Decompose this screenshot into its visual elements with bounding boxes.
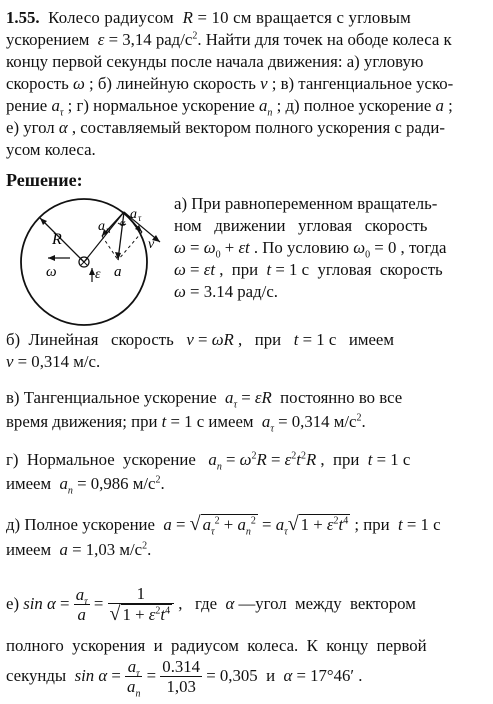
wheel-figure bbox=[0, 196, 172, 326]
problem-line-6: е) угол α , составляемый вектором полного ускорения с ради- bbox=[6, 118, 445, 137]
sol-e-line-2: имеем a = 1,03 $м/с^2$. bbox=[6, 540, 152, 559]
sol-a-line-2: ном движении угловая скорость bbox=[174, 216, 428, 235]
sol-a-line-1: а) При равнопеременном вращатель- bbox=[174, 194, 438, 213]
sol-f-line-3: секунды sin α = $\frac{a_\tau}{a_n}$ = $\frac{0.314}{1,03}$ = 0,305 и α = 17°46′ . bbox=[6, 656, 363, 699]
sol-f-line-1: е) sin α = $\frac{a_\tau}{a}$ = $\frac{1}{√ 1 + \varepsilon^2t^4}$ , где α —угол между вектором bbox=[6, 584, 416, 626]
sol-d-line-2: имеем $a_n = 0,986$ $м/с^2$. bbox=[6, 474, 165, 497]
label-a-n-sub: n bbox=[106, 225, 111, 235]
label-epsilon: ε bbox=[95, 267, 101, 282]
sol-a-line-4: ω = εt , при t = 1 с угловая скорость bbox=[174, 260, 443, 279]
sol-d-line-1: г) Нормальное ускорение $a_n = \omega^2R = \varepsilon^2t^2R$ , при t = 1 с bbox=[6, 450, 411, 473]
problem-line-3: концу первой секунды после начала движения: а) угловую bbox=[6, 52, 424, 71]
fraction-one-sqrt: $\frac{1}{√ 1 + \varepsilon^2t^4}$ bbox=[108, 585, 175, 625]
problem-number: 1.55. bbox=[6, 8, 40, 27]
sol-b-line-1: б) Линейная скорость v = ωR , при t = 1 с имеем bbox=[6, 330, 394, 349]
solution-heading: Решение: bbox=[6, 170, 83, 190]
dashed-line-1 bbox=[102, 236, 118, 260]
sol-e-line-1: д) Полное ускорение a = √ $a_\tau^2 + a_n^2 = a_\tau√$ $1 + \varepsilon^2t^4$ ; при t = 1 с bbox=[6, 513, 441, 538]
label-omega: ω bbox=[46, 264, 57, 280]
sol-a-line-5: ω = 3.14 рад/с. bbox=[174, 282, 278, 301]
fraction-numeric: $\frac{0.314}{1,03}$ bbox=[162, 656, 201, 696]
sol-b-line-2: v = 0,314 м/с. bbox=[6, 352, 101, 371]
label-alpha: α bbox=[120, 218, 126, 229]
label-a-n: a bbox=[98, 219, 105, 234]
problem-line-4: скорость ω ; б) линейную скорость v ; в) тангенциальное уско- bbox=[6, 74, 454, 93]
label-R: R bbox=[52, 231, 62, 248]
label-a: a bbox=[114, 264, 122, 280]
problem-line-7: усом колеса. bbox=[6, 140, 96, 159]
label-a-tau: a bbox=[130, 207, 137, 222]
sol-c-line-2: время движения; при t = 1 с имеем $a_\tau = 0,314$ $м/с^2$. bbox=[6, 412, 366, 435]
label-v: v bbox=[148, 237, 155, 252]
fraction-atau-a: $\frac{a_\tau}{a}$ bbox=[75, 584, 88, 624]
problem-line-5: рение $a_\tau$ ; г) нормальное ускорение $a_n$ ; д) полное ускорение a ; bbox=[6, 96, 453, 119]
omega-arrowhead bbox=[48, 255, 55, 261]
problem-line-2: ускорением ε = 3,14 рад/$с^2$. Найти для точек на ободе колеса к bbox=[6, 30, 452, 49]
label-a-tau-sub: τ bbox=[138, 213, 142, 223]
sol-a-line-3: $\omega = \omega_0 + \varepsilon t$ . По условию $\omega_0 = 0$ , тогда bbox=[174, 238, 447, 261]
sol-f-line-2: полного ускорения и радиусом колеса. К концу первой bbox=[6, 636, 427, 655]
fraction-atau-an: $\frac{a_\tau}{a_n}$ bbox=[127, 656, 141, 699]
radius-line bbox=[40, 218, 84, 262]
problem-line-1: 1.55. Колесо радиусом R = 10 см вращается с угловым bbox=[6, 8, 411, 27]
sol-c-line-1: в) Тангенциальное ускорение $a_\tau = \varepsilon R$ постоянно во все bbox=[6, 388, 403, 411]
